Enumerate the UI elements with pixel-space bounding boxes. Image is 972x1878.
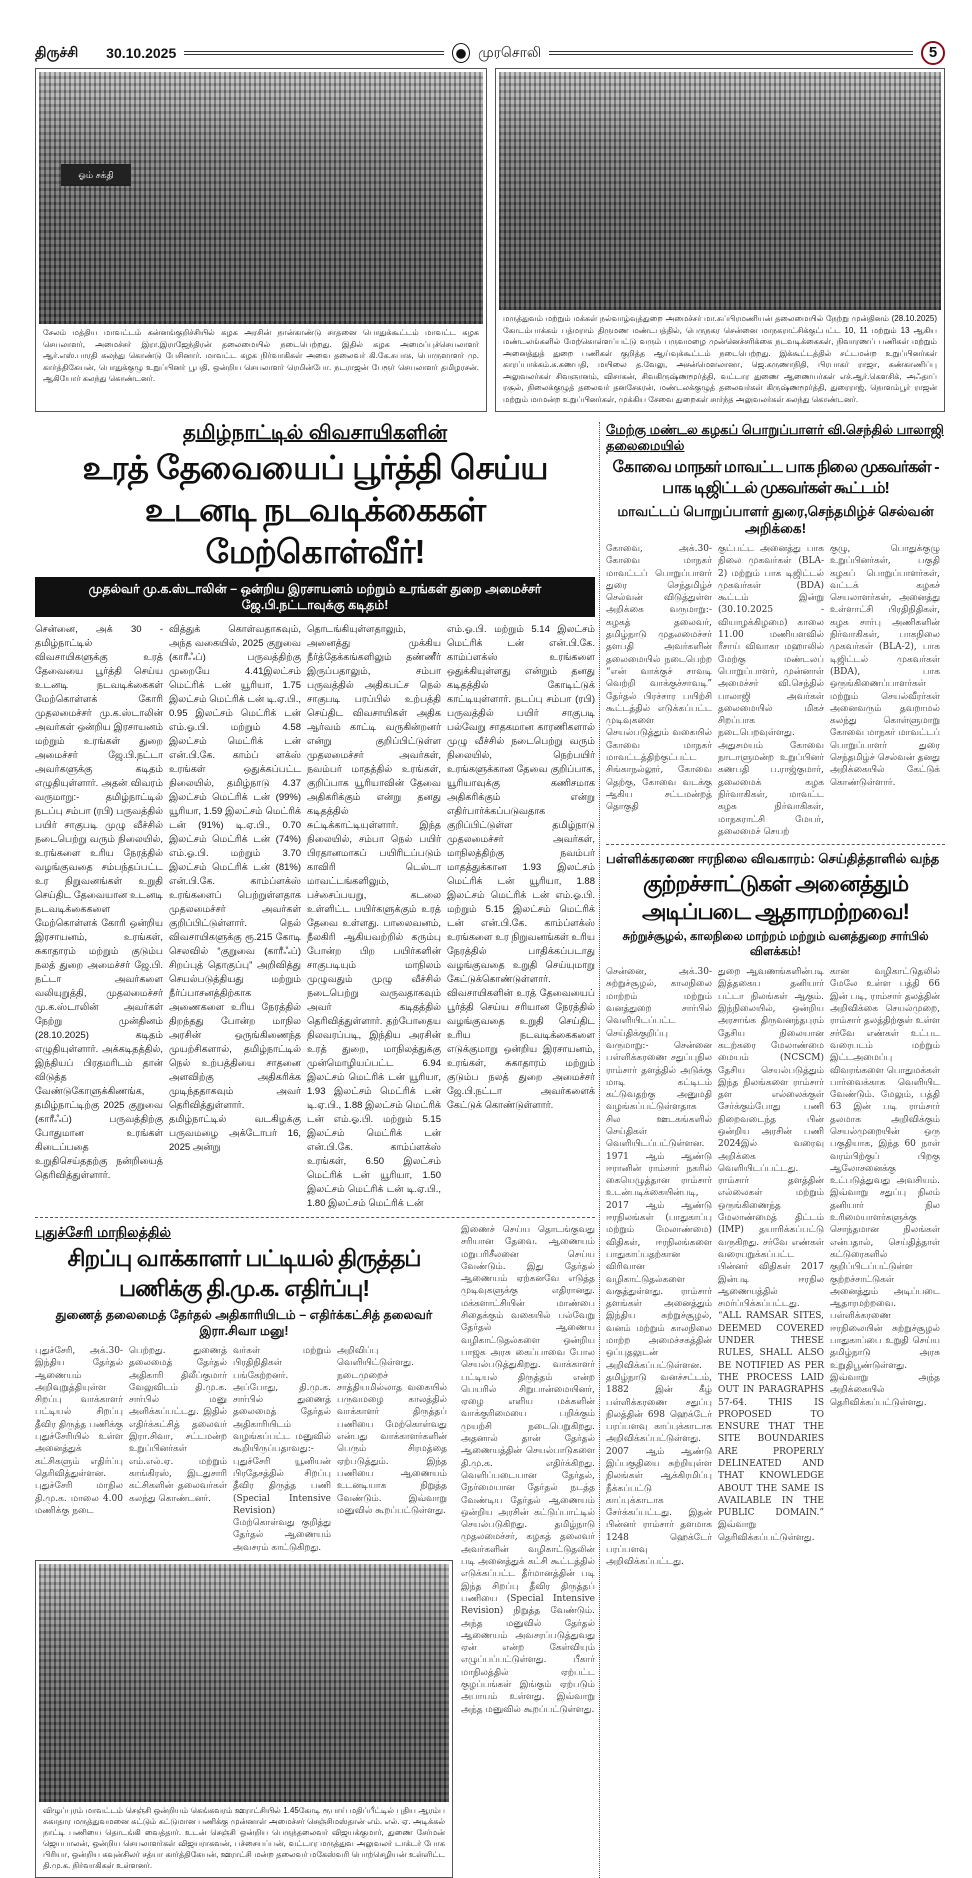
photo-caption: விழுப்புரம் மாவட்டம் செஞ்சி ஒன்றியம் கெங்கவரம் ஊராட்சியில் 1.45கோடி ரூபாய் மதிப்பீட்டில் புதிய ஆரம்ப சுகாதார மருத்துவமனை கட்டும் கட்டுமான பணிக்கு முன்னாள் அமைச்சர் செஞ்சிமஸ்தான் எம். எல். ஏ. அடிக்கல் நாட்டி பணியை தொடங்கி வைத்தார். உடன் செஞ்சி ஒன்றிய பெருந்தலைவர் விஜயக்குமார், துணை சேர்மன் ஜெயபாலன், ஒன்றிய செயலாளர்கள் விஜயராகவன், பச்சையப்பன், வட்டார மருத்துவ அலுவலர் டாக்டர் போக பிரியா, ஒன்றிய கவுன்சிலர் சத்யா கார்த்திகேயன், ஊராட்சி மன்ற தலைவர் மகேஸ்வரி பொற்செழியன் உள்ளிட்ட தி.மு.க. நிர்வாகிகள் உள்ளனர். [43, 1806, 445, 1871]
photo-chennai-review [495, 68, 945, 412]
newspaper-page [35, 0, 945, 1878]
left-section [35, 422, 595, 1878]
photo-gingee-foundation [35, 1560, 453, 1878]
puducherry-headline: சிறப்பு வாக்காளர் பட்டியல் திருத்தப் பணிக்கு தி.மு.க. எதிர்ப்பு! [67, 1245, 421, 1301]
edition-date: 30.10.2025 [106, 45, 177, 61]
main-article-column: எம்.ஓ.பி. மற்றும் 5.14 இலட்சம் மெட்ரிக் டன் என்.பி.கே. காம்ப்ளக்ஸ் உரங்களை ஒதுக்கியுள்ளது என்றும் தனது கடிதத்தில் கோடிட்டுக் காட்டியுள்ளார். நடப்பு சம்பா (ரபி) பருவத்தில் பயிர் சாகுபடி பல்வேறு சாதகமான காரணிகளால் முழு வீச்சில் நடைபெற்று வரும் நிலையில், நெற்பயிர் உரங்களுக்கான தேவை குறிப்பாக, யூரியாவுக்கு கணிசமாக அதிகரிக்கும் என்று எதிர்பார்க்கப்படுவதாக குறிப்பிட்டுள்ள தமிழ்நாடு முதலமைச்சர் அவர்கள், மாநிலத்திற்கு நவம்பர் மாதத்துக்கான 1.93 இலட்சம் மெட்ரிக் டன் யூரியா, 1.88 இலட்சம் மெட்ரிக் டன் எம்.ஓ.பி. மற்றும் 5.15 இலட்சம் மெட்ரிக் டன் என்.பி.கே. காம்ப்ளக்ஸ் உரங்களை உர நிறுவனங்கள் உரிய நேரத்தில் பாதிக்கப்படாது வழங்குவதை உறுதி செய்யுமாறு கேட்டுக்கொண்டுள்ளார். விவசாயிகளின் உரத் தேவையைப் பூர்த்தி செய்ய சரியான நேரத்தில் வழங்குவதை உறுதி செய்திட உரிய நடவடிக்கைகளை எடுக்குமாறு ஒன்றிய இரசாயனம், உரங்கள், சுகாதாரம் மற்றும் குடும்ப நலத் துறை அமைச்சர் ஜே.பி.நட்டா அவர்களைக் கேட்டுக் கொண்டுள்ளார். [447, 624, 595, 1111]
edition-city: திருச்சி [35, 43, 79, 60]
photo-caption: சேலம் மத்திய மாவட்டம் கன்னங்குறிச்சியில் கழக அரசின் நான்காண்டு சாதனை பொதுக்கூட்டம் மாவட்ட கழக செயலாளர், அமைச்சர் இரா.இராஜேந்திரன் தலைமையில் நடைபெற்றது. இதில் கழக அமைப்புச்செயலாளர் ஆர்.எஸ்.பாரதி கலந்து கொண்டு பேசினார். மாவட்ட கழக நிர்வாகிகள் அவை தலைவர் கி.கே.சுபாசு, பொருளாளர் மு. கார்த்திகேயன், பொதுக்குழு உறுப்பினர் பூபதி, ஒன்றிய செயலாளர் ரெமின்போ. நடராஜன் பேரூர் செயலாளர் தமிழரசன். ஆகியோர் கலந்து கொண்டனர். [43, 328, 479, 383]
main-article-column: தொடங்கியுள்ளதாலும், அனைத்து முக்கிய நீர்த்தேக்கங்களிலும் தண்ணீர் இருப்பதாலும், சம்பா பருவத்தில் அதிகபட்ச நெல் சாகுபடி பரப்பில் உற்பத்தி செய்திட விவசாயிகள் அதிக ஆர்வம் காட்டி வருகின்றனர் என்று குறிப்பிட்டுள்ள முதலமைச்சர் அவர்கள், நவம்பர் மாதத்தில் உரங்கள், குறிப்பாக யூரியாவின் தேவை அதிகரிக்கும் என்று தனது கடிதத்தில் சுட்டிக்காட்டியுள்ளார். இந்த நிலையில், சம்பா நெல் பயிர் பிரதானமாகப் பயிரிடப்படும் காவிரி டெல்டா மாவட்டங்களிலும், பச்சைப்பயறு, கடலை உள்ளிட்ட பயிர்களுக்கும் உரத் தேவை உள்ளது. பாலைவனம், நீலகிரி ஆகியவற்றில் கரும்பு போன்ற பிற பயிர்களின் சாகுபடியும் மாநிலம் முழுவதும் முழு வீச்சில் நடைபெற்று வருவதாகவும் அவர் கடிதத்தில் தெரிவித்துள்ளார். தற்போதைய நிலவரப்படி, இந்திய அரசின் உரத் துறை, மாநிலத்துக்கு முன்மொழியப்பட்ட 6.94 இலட்சம் மெட்ரிக் டன் யூரியா, 1.93 இலட்சம் மெட்ரிக் டன் டி.ஏ.பி., 1.88 இலட்சம் மெட்ரிக் டன் எம்.ஓ.பி. மற்றும் 5.15 இலட்சம் மெட்ரிக் டன் என்.பி.கே. காம்ப்ளக்ஸ் உரங்கள், 6.50 இலட்சம் மெட்ரிக் டன் யூரியா, 1.50 இலட்சம் மெட்ரிக் டன் டி.ஏ.பி., 1.80 இலட்சம் மெட்ரிக் டன் [307, 624, 441, 1209]
ramsar-subhead: சுற்றுச்சூழல், காலநிலை மாற்றம் மற்றும் வனத்துறை சார்பில் விளக்கம்! [622, 931, 929, 959]
photo-caption: மருத்துவம் மற்றும் மக்கள் நல்வாழ்வுத்துறை அமைச்சர் மா.சுப்பிரமணியன் தலைமையில் நேற்று முன்தினம் (28.10.2025) கோடம்பாக்கம் பத்மராம் திருமண மண்டபத்தில், பெருநகர சென்னை மாநகராட்சிக்குட்பட்ட 10, 11 மற்றும் 13 ஆகிய மண்டலங்களில் மேற்கொள்ளப்பட்டு வரும் பருவமழை முன்னெச்சரிக்கை நடவடிக்கைகள், நிவாரணப் பணிகள் மற்றும் அனைத்துத் துறை பணிகள் குறித்த ஆய்வுக்கூட்டம் நடைபெற்றது. இக்கூட்டத்தில் சட்டமன்ற உறுப்பினர்கள் காரப்பாக்கம்.க.கணபதி, மயிலை த.வேலு, அசன்மௌலானா, ஜெ.கருணாநிதி, பிரபாகர் ராஜா, கண்காணிப்பு அலுவலர்கள் சிவஞானம், விசாகன், சிவகிருஷ்ணமூர்த்தி, வட்டார துணை ஆணையர்கள் எச்.ஆர்.கௌசிக், அஃதாப் ரசூல், நிலைக்குழுத் தலைவர் தனசேகரன், மண்டலக்குழுத் தலைவர்கள் கிருஷ்ணமூர்த்தி, துரைராஜ், நொளம்பூர் ராஜன் மற்றும் மாமன்ற உறுப்பினர்கள், முக்கிய சேவை துறைகள் சார்ந்த அலுவலர்கள் கலந்து கொண்டனர். [503, 314, 937, 404]
main-article-column: சென்னை, அக் 30 - தமிழ்நாட்டில் விவசாயிகளுக்கு உரத் தேவையை பூர்த்தி செய்ய உடனடி நடவடிக்கைகள் மேற்கொள்ளக் கோரி முதலமைச்சர் மு.க.ஸ்டாலின் அவர்கள் ஒன்றிய இரசாயனம் மற்றும் உரங்கள் துறை அமைச்சர் ஜே.பி.நட்டா அவர்களுக்கு கடிதம் எழுதியுள்ளார். அதன் விவரம் வருமாறு:- தமிழ்நாட்டில் நடப்பு சம்பா (ரபி) பருவத்தில் பயிர் சாகுபடி முழு வீச்சில் நடைபெற்று வரும் நிலையில், உரங்களை உரிய நேரத்தில் வழங்குவதை சம்பந்தப்பட்ட உர நிறுவனங்கள் உறுதி செய்திட தேவையான உடனடி நடவடிக்கைகளை மேற்கொள்ளக் கோரி ஒன்றிய இரசாயனம், உரங்கள், சுகாதாரம் மற்றும் குடும்ப நலத் துறை அமைச்சர் ஜே.பி. நட்டா அவர்களை வலியுறுத்தி, முதலமைச்சர் மு.க.ஸ்டாலின் அவர்கள் நேற்று முன்தினம் (28.10.2025) கடிதம் எழுதியுள்ளார். அக்கடிதத்தில், இந்தியப் பிரதமரிடம் தான் விடுத்த வேண்டுகோளுக்கிணங்க, தமிழ்நாட்டிற்கு 2025 குறுவை (காரீஃப்) பருவத்திற்கு போதுமான உரங்கள் கிடைப்பதை உறுதிசெய்ததற்கு நன்றியைத் தெரிவித்துள்ளார். [35, 624, 163, 1181]
puducherry-kicker: புதுச்சேரி மாநிலத்தில் [35, 1224, 171, 1240]
kovai-kicker: மேற்கு மண்டல கழகப் பொறுப்பாளர் வி.செந்தில் பாலாஜி தலைமையில் [606, 422, 944, 453]
top-photos [35, 68, 945, 412]
puducherry-article-body [35, 1345, 453, 1554]
puducherry-article-column: வர்கள் மற்றும் பிரதிநிதிகள் பங்கேற்றனர். அப்போது, தி.மு.க. சார்பில் துணைத் தலைமைத் தேர்தல் அதிகாரியிடம் வழங்கப்பட்ட மனுவில் கூறியிருப்பதாவது:- புதுச்சேரி யூனியன் பிரதேசத்தில் சிறப்பு தீவிர திருத்த பணி (Special Intensive Revision) மேற்கொள்வது குறித்து தேர்தல் ஆணையம் அவசரம் காட்டுகிறது. [233, 1346, 331, 1553]
puducherry-article-column: இணைச் செய்ய தொடங்குவது சரியான தேவை. ஆணையம் மறுபரிசீலனை செய்ய வேண்டும். இது தேர்தல் ஆணையம் ஏற்கனவே எடுத்த முடிவுகளுக்கு எதிரானது. மக்களாட்சியின் மாண்பை சிதைக்கும் வகையில் பல்வேறு தேர்தல் ஆணைய வழிகாட்டுதல்களை ஒன்றிய பாஜக அரசு கைப்பாவை போல செயல்படுத்துகிறது. வாக்காளர் பட்டியல் திருத்தம் என்ற பெயரில் சிறுபான்மையினர், ஏழை எளிய மக்களின் வாக்குரிமையை பறிக்கும் முயற்சி நடைபெறுகிறது. அதனால் தான் தேர்தல் ஆணையத்தின் செயல்பாடுகளை தி.மு.க. எதிர்க்கிறது. வெளிப்படையான தேர்தல், நேர்மையான தேர்தல் நடத்த வேண்டிய தேர்தல் ஆணையம் ஒன்றிய அரசின் கட்டுப்பாட்டில் செயல்படுகிறது. தமிழ்நாடு முதலமைச்சர், கழகத் தலைவர் அவர்களின் வழிகாட்டுதலின் படி அனைத்துக் கட்சி கூட்டத்தில் எடுக்கப்பட்ட தீர்மானத்தின் படி இந்த சிறப்பு தீவிர திருத்தப் பணியை (Special Intensive Revision) நிறுத்த வேண்டும். அந்த மனுவில் தேர்தல் ஆணையம் அவசரப்படுத்துவது ஏன் என்ற கேள்வியும் எழுப்பப்பட்டுள்ளது. பீகார் மாநிலத்தில் ஏற்பட்ட குழப்பங்கள் இங்கும் ஏற்படும் அபாயம் உள்ளது. இவ்வாறு அந்த மனுவில் கூறப்பட்டுள்ளது. [461, 1225, 595, 1715]
main-subhead-bar: முதல்வர் மு.க.ஸ்டாலின் – ஒன்றிய இரசாயனம் மற்றும் உரங்கள் துறை அமைச்சர் ஜே.பி.நட்டாவுக்கு கடிதம்! [35, 577, 595, 617]
main-headline: உரத் தேவையைப் பூர்த்தி செய்ய உடனடி நடவடிக்கைகள் மேற்கொள்வீர்! [82, 449, 548, 570]
photo-salem-meeting [35, 68, 487, 412]
main-kicker: தமிழ்நாட்டில் விவசாயிகளின் [182, 422, 448, 444]
section-divider [35, 1217, 595, 1218]
meeting-photo [499, 72, 941, 310]
kovai-article-column: குட்பட்ட அனைத்து பாக நிலை முகவர்கள் (BLA-2) மற்றும் பாக டிஜிட்டல் முகவர்கள் (BDA) கூட்டம் இன்று (30.10.2025 - வியாழக்கிழமை) காலை 11.00 மணியளவில் ரீசாய் விவாகா மஹாலில் மேற்கு மண்டலப் பொறுப்பாளர், முன்னாள் அமைச்சர் வி.செந்தில் பாலாஜி அவர்கள் தலைமையில் மிகச் சிறப்பாக நடைபெறவுள்ளது. அதுசமயம் கோவை நாடாளுமன்ற உறுப்பினர் கணபதி ப.ராஜ்குமார், தலைமைக் கழக நிர்வாகிகள், மாவட்ட கழக நிர்வாகிகள், மாநகராட்சி மேயர், தலைமைச் செயற் [718, 544, 824, 837]
main-article-column: வித்துக் கொள்வதாகவும், அந்த வகையில், 2025 குறுவை (காரீஃப்) பருவத்திற்கு முறையே 4.41இலட்சம் மெட்ரிக் டன் யூரியா, 1.75 இலட்சம் மெட்ரிக் டன் டி.ஏ.பி., 0.95 இலட்சம் மெட்ரிக் டன் எம்.ஓ.பி. மற்றும் 4.58 இலட்சம் மெட்ரிக் டன் என்.பி.கே. காம்ப் ளக்ஸ் உரங்கள் ஒதுக்கப்பட்ட நிலையில், தமிழ்நாடு 4.37 இலட்சம் மெட்ரிக் டன் (99%) யூரியா, 1.59 இலட்சம் மெட்ரிக் டன் (91%) டி.ஏ.பி., 0.70 இலட்சம் மெட்ரிக் டன் (74%) எம்.ஓ.பி. மற்றும் 3.70 இலட்சம் மெட்ரிக் டன் (81%) என்.பி.கே. காம்ப்ளக்ஸ் உரங்களைப் பெற்றுள்ளதாக முதலமைச்சர் அவர்கள் குறிப்பிட்டுள்ளார். நெல் விவசாயிகளுக்கு ரூ.215 கோடி செலவில் “குறுவை (காரீஃப்) சிறப்புத் தொகுப்பு” அறிவித்து செயல்படுத்தியது மற்றும் நீர்ப்பாசனத்திற்காக அணைகளை உரிய நேரத்தில் திறந்தது போன்ற மாநில அரசின் ஒருங்கிணைந்த முயற்சிகளால், தமிழ்நாட்டில் நெல் உற்பத்தியை சாதனை அளவிற்கு அதிகரிக்க முடிந்ததாகவும் அவர் தெரிவித்துள்ளார். தமிழ்நாட்டில் வடகிழக்கு பருவமழை அக்டோபர் 16, 2025 அன்று [169, 624, 301, 1153]
main-area [35, 422, 945, 1878]
ramsar-headline: குற்றச்சாட்டுகள் அனைத்தும் அடிப்படை ஆதாரமற்றவை! [641, 871, 909, 925]
section-divider [606, 844, 945, 845]
header-rule [549, 51, 913, 55]
page-header [35, 40, 945, 66]
kovai-article-column: குழு, பொதுக்குழு உறுப்பினர்கள், பகுதி கழகப் பொறுப்பாளர்கள், வட்டக் கழகச் செயலாளர்கள், அனைத்து உள்ளாட்சி பிரதிநிதிகள், கழக சார்பு அணிகளின் நிர்வாகிகள், பாகநிலை முகவர்கள் (BLA-2), பாக டிஜிட்டல் முகவர்கள் (BDA), பாக ஒருங்கிணைப்பாளர்கள் மற்றும் செயல்வீரர்கள் அனைவரும் தவறாமல் கலந்து கொள்ளுமாறு கோவை மாநகர் மாவட்டப் பொறுப்பாளர் துரை செந்தமிழ்ச் செல்வன் தனது அறிக்கையில் கேட்டுக் கொண்டுள்ளார். [830, 544, 940, 788]
ramsar-article-column: கான வழிகாட்டுதலில் மேலே உள்ள பத்தி 66 இன் படி, ராம்சார் தலத்தின் அறிவிக்கை செயல்முறை, ராம்சார் தலத்திற்குள் உள்ள சர்வே எண்கள் உட்பட வரைபடம் மற்றும் இட்டஅமைப்பு விவரங்களை பொதுமக்கள் பார்வைக்காக வெளியிட வேண்டும். மேலும், பத்தி 63 இன் படி ராம்சார் தலமாக அறிவிக்கும் செயல்முறையின் ஒரு பகுதியாக, இந்த 60 நாள் வரம்பிற்குப் பிறகு ஆலோசனைக்கு உட்படுத்துவது அவசியம். இவ்வாறு சதுப்பு நிலம் தனியார் நில உரிமையாளர்களுக்கு சொந்தமான நிலங்கள் என்பதால், செய்தித்தாள் கட்டுரைகளில் குறிப்பிடப்பட்டுள்ள குற்றச்சாட்டுகள் அனைத்தும் அடிப்படை ஆதாரமற்றவை. பள்ளிக்கரணை ஈரநிலையின் சுற்றுச்சூழல் பாதுகாப்பை உறுதி செய்ய தமிழ்நாடு அரசு உறுதிபூண்டுள்ளது. இவ்வாறு அந்த அறிக்கையில் தெரிவிக்கப்பட்டுள்ளது. [830, 967, 940, 1408]
ramsar-article-body [606, 966, 945, 1569]
paper-name: முரசொலி [478, 43, 542, 60]
right-section [599, 422, 945, 1878]
main-article-body [35, 623, 595, 1211]
puducherry-article-column: அறிவிப்பு வெளியிட்டுள்ளது. நடைமுறைச் சாத்தியமில்லாத வகையில் பருவமழை காலத்தில் வாக்காளர் திருத்தப் பணியை மேற்கொள்வது என்பது வாக்காளர்களின் பெரும் சிரமத்தை ஏற்படுத்தும். இந்த பணியை ஆணையம் உடனடியாக நிறுத்த வேண்டும். இவ்வாறு மனுவில் கூறப்பட்டுள்ளது. [337, 1346, 447, 1516]
puducherry-article-column: புதுச்சேரி, அக்.30- இந்திய தேர்தல் ஆணையம் அறிவுறுத்தியுள்ள சிறப்பு வாக்காளர் பட்டியல் சிறப்பு தீவிர திருத்த பணிக்கு புதுச்சேரியில் உள்ள அனைத்துக் கட்சிகளும் எதிர்ப்பு தெரிவித்துள்ளன. புதுச்சேரி மாநில தி.மு.க. மாலை 4.00 மணிக்கு நடை [35, 1346, 123, 1516]
kovai-subhead: மாவட்டப் பொறுப்பாளர் துரை,செந்தமிழ்ச் செல்வன் அறிக்கை! [617, 504, 934, 536]
rising-sun-logo-icon [452, 43, 470, 63]
stage-banner: ஓம் சக்தி [61, 164, 131, 186]
kovai-headline: கோவை மாநகர் மாவட்ட பாக நிலை முகவர்கள் - பாக டிஜிட்டல் முகவர்கள் கூட்டம்! [612, 459, 939, 497]
kovai-article-body [606, 543, 945, 838]
kovai-article-column: கோவை, அக்.30- கோவை மாநகர் மாவட்டப் பொறுப்பாளர் துரை செந்தமிழ்ச் செல்வன் விடுத்துள்ள அறிக்கை வருமாறு:- கழகத் தலைவர், தமிழ்நாடு முதலமைச்சர் தளபதி அவர்களின் தலைமையில் நடைபெற்ற “என் வாக்குச் சாவடி வெற்றி வாக்குச்சாவடி” தேர்தல் பிரச்சார பயிற்சி கூட்டத்தில் எடுக்கப்பட்ட முடிவுகளை செயல்படுத்தும் வகையில் கோவை மாநகர் மாவட்டத்திற்குட்பட்ட சிங்காநல்லூர், கோவை தெற்கு, கோவை வடக்கு ஆகிய சட்டமன்றத் தொகுதி [606, 544, 712, 813]
crowd-photo [39, 72, 483, 324]
ramsar-article-column: துறை ஆவணங்களின்படி இத்தகைய தனியார் பட்டா நிலங்கள் ஆகும். இந்நிலையில், ஒன்றிய அரசாங்க திருவனந்தபுரம் தேசிய நிலையான கடற்கரை மேலாண்மை மையம் (NCSCM) தேசிய செயல்படுத்தும் இந்த நிலங்களை ராம்சார் தள எல்லைக்குள் சேர்க்கும்போது பணி நிறைவடைந்த பின் ஒன்றிய அரசின் பணி 2024இல் வரைவு அறிக்கை வெளியிடப்பட்டது. ராம்சார் தளத்தின் எல்லைகள் மற்றும் ஒருங்கிணைந்த மேலாண்மைத் திட்டம் (IMP) தயாரிக்கப்பட்டு வருகிறது. சர்வே எண்கள் வரையறுக்கப்பட்ட பின்னர் விதிகள் 2017 இன்படி ஈரநில ஆணையத்தில் சமர்ப்பிக்கப்பட்டது. “ALL RAMSAR SITES, DEEMED COVERED UNDER THESE RULES, SHALL ALSO BE NOTIFIED AS PER THE PROCESS LAID OUT IN PARAGRAPHS 57-64. THIS IS PROPOSED TO ENSURE THAT THE SITE BOUNDARIES ARE PROPERLY DELINEATED AND THAT KNOWLEDGE ABOUT THE SAME IS AVAILABLE IN THE PUBLIC DOMAIN.” இவ்வாறு தெரிவிக்கப்பட்டுள்ளது. [718, 967, 824, 1543]
puducherry-article-column: பெற்றது. துணைத் தலைமைத் தேர்தல் அதிகாரி திலீப்குமார் வேலுவிடம் தி.மு.க. சார்பில் மனு அளிக்கப்பட்டது. இதில் எதிர்க்கட்சித் தலைவர் இரா.சிவா, சட்டமன்ற உறுப்பினர்கள் எம்.எல்.ஏ. மற்றும் காங்கிரஸ், இடதுசாரி கட்சிகளின் தலைவர்கள் கலந்து கொண்டனர். [129, 1346, 227, 1504]
puducherry-subhead: துணைத் தலைமைத் தேர்தல் அதிகாரியிடம் – எதிர்க்கட்சித் தலைவர் இரா.சிவா மனு! [55, 1308, 433, 1338]
header-rule [184, 51, 444, 55]
ramsar-kicker: பள்ளிக்கரணை ஈரநிலை விவகாரம்: செய்தித்தாளில் வந்த [606, 851, 940, 867]
puducherry-article [35, 1224, 595, 1878]
ramsar-article-column: சென்னை, அக்.30- சுற்றுச்சூழல், காலநிலை மாற்றம் மற்றும் வனத்துறை சார்பில் வெளியிடப்பட்ட செய்திக்குறிப்பு வருமாறு:- சென்னை பள்ளிக்கரணை சதுப்புநில ராம்சார் தளத்தில் அடுக்கு மாடி கட்டிடம் கட்டுவதற்கு அனுமதி வழங்கப்பட்டுள்ளதாக சில ஊடகங்களில் செய்திகள் வெளியிடப்பட்டுள்ளன. 1971 ஆம் ஆண்டு ஈரானின் ராம்சார் நகரில் கையெழுத்தான ராம்சார் உடன்படிக்கையின்படி, 2017 ஆம் ஆண்டு ஈரநிலங்கள் (பாதுகாப்பு மற்றும் மேலாண்மை) விதிகள், ஈரநிலங்களை பாதுகாப்பதற்கான விரிவான வழிகாட்டுதல்களை வகுத்துள்ளது. ராம்சார் தளங்கள் அனைத்தும் இந்திய சுற்றுச்சூழல், வனம் மற்றும் காலநிலை மாற்ற அமைச்சகத்தின் ஒப்புதலுடன் அறிவிக்கப்பட்டுள்ளன. தமிழ்நாடு வனச்சட்டம், 1882 இன் கீழ் பள்ளிக்கரணை சதுப்பு நிலத்தின் 698 ஹெக்டேர் பரப்பளவு காப்புக்காடாக அறிவிக்கப்பட்டுள்ளது. 2007 ஆம் ஆண்டு இப்பகுதியை சுற்றியுள்ள நிலங்கள் ஆக்கிரமிப்பு நீக்கப்பட்டு காப்புக்காடாக சேர்க்கப்பட்டது. இதன் பின்னர் ராம்சார் தளமாக 1248 ஹெக்டேர் பரப்பளவு அறிவிக்கப்பட்டது. [606, 967, 712, 1568]
puducherry-main [35, 1224, 453, 1878]
ceremony-photo [39, 1564, 449, 1802]
page-number: 5 [921, 41, 945, 65]
